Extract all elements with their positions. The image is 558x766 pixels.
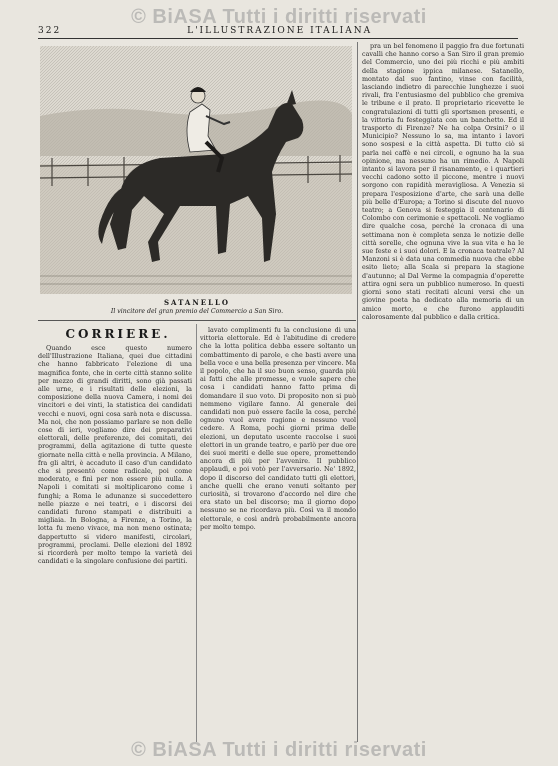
article-paragraph: pra un bel fenomeno il paggio fra due fortunati cavalli che hanno corso a San Siro il gran premio del Commercio, uno dei più ricchi e più ambiti della stagione ippica milanese. Satanello, montato dal suo fantino, vinse con facilità, lasciando indietro di parecchie lunghezze i suoi rivali, fra l'entusiasmo del pubblico che gremiva le tribune e il prato. Il proprietario ricevette le congratulazioni di tutti gli sportsmen presenti, e la vittoria fu festeggiata con un banchetto. Ed il trasporto di Firenze? Ne ha colpa Orsini? o il Municipio? Nessuno lo sa, ma intanto i lavori sono sospesi e la città aspetta. Di tutto ciò si parla nei caffè e nei circoli, e ognuno ha la sua opinione, ma nessuno ha un rimedio. A Napoli intanto si lavora per il risanamento, e i quartieri vecchi cadono sotto il piccone, mentre i nuovi sorgono con rapidità meravigliosa. A Venezia si prepara l'esposizione d'arte, che sarà una delle più belle d'Europa; a Torino si discute del nuovo teatro; a Genova si festeggia il centenario di Colombo con cerimonie e spettacoli. Ne vogliamo dire qualche cosa, perché la cronaca di una settimana non è completa senza le notizie delle città sorelle, che ognuna vive la sua vita e ha le sue feste e i suoi dolori. E la cronaca teatrale? Al Manzoni si è data una commedia nuova che ebbe esito lieto; alla Scala si prepara la stagione d'autunno; al Dal Verme la compagnia d'operette attira ogni sera un pubblico numeroso. In questi giorni sono stati recitati alcuni versi che un giovine poeta ha dedicato alla memoria di un amico morto, e che furono applauditi calorosamente dal pubblico e dalla critica. xyxy=(362,42,524,321)
caption-title: SATANELLO xyxy=(163,298,231,307)
watermark-top: © BiASA Tutti i diritti riservati xyxy=(131,6,427,28)
engraving-illustration xyxy=(40,46,352,294)
running-head xyxy=(38,26,518,36)
article-column-b xyxy=(200,326,356,742)
left-column xyxy=(38,42,356,742)
section-title: CORRIERE. xyxy=(65,327,171,341)
horse-and-jockey-illustration xyxy=(40,46,352,294)
header-rule xyxy=(38,38,518,39)
article-paragraph: lavato complimenti fu la conclusione di una vittoria elettorale. Ed è l'abitudine di credere che la lotta politica debba essere soltanto un combattimento di parole, e che basti avere una bella voce e una bella presenza per vincere. Ma il popolo, che ha il suo buon senso, guarda più ai fatti che alle promesse, e vuole sapere che cosa i candidati hanno fatto prima di domandare il suo voto. Di proposito non si può nemmeno vigilare fanno. Al generale dei candidati non può essere facile la cosa, perché ognuno vuol avere ragione e nessuno vuol cedere. A Roma, pochi giorni prima delle elezioni, un deputato uscente raccolse i suoi elettori in un grande teatro, e parlò per due ore dei suoi meriti e delle sue opere, promettendo ancora di più per l'avvenire. Il pubblico applaudì, e poi votò per l'avversario. Ne' 1892, dopo il discorso del candidato tutti gli elettori, anche quelli che erano venuti soltanto per curiosità, si trovarono d'accordo nel dire che era stato un bel discorso; ma il giorno dopo nessuno se ne ricordava più. Così va il mondo elettorale, e così andrà probabilmente ancora per molto tempo. xyxy=(200,326,356,531)
section-rule xyxy=(38,320,356,321)
column-divider xyxy=(357,42,358,742)
journal-title: L'ILLUSTRAZIONE ITALIANA xyxy=(187,26,373,36)
article-paragraph: Quando esce questo numero dell'Illustrazione Italiana, quei due cittadini che hanno fabbricato l'elezione di una magnifica fonte, che in certe città stanno solite per mezzo di grandi diritti, sono già passati alle urne, e i risultati delle elezioni, la composizione della nuova Camera, i nomi dei vincitori e dei vinti, la statistica dei candidati vecchi e nuovi, ogni cosa sarà nota e discussa. Ma noi, che non possiamo parlare se non delle cose di ieri, vogliamo dire dei preparativi elettorali, delle preferenze, dei comitati, dei programmi, della agitazione di tutte queste giornate nella città e nella provincia. A Milano, fra gli altri, è accaduto il caso d'un candidato che si presentò come radicale, poi come moderato, e finì per non essere più nulla. A Napoli i comitati si moltiplicarono come i funghi; a Roma le adunanze si succedettero nelle piazze e nei teatri, e i discorsi dei candidati furono stampati e distribuiti a migliaia. In Bologna, a Firenze, a Torino, la lotta fu meno vivace, ma non meno ostinata; dappertutto si videro manifesti, circolari, programmi, proclami. Delle elezioni del 1892 si ricorderà per molto tempo la varietà dei candidati e la singolare confusione dei partiti. xyxy=(38,344,192,566)
watermark-bottom: © BiASA Tutti i diritti riservati xyxy=(131,739,427,761)
column-divider xyxy=(196,324,197,742)
page-number: 322 xyxy=(38,26,62,36)
right-column xyxy=(362,42,524,742)
article-column-a xyxy=(38,344,192,742)
caption-subtitle: Il vincitore del gran premio del Commercio a San Siro. xyxy=(110,308,284,315)
